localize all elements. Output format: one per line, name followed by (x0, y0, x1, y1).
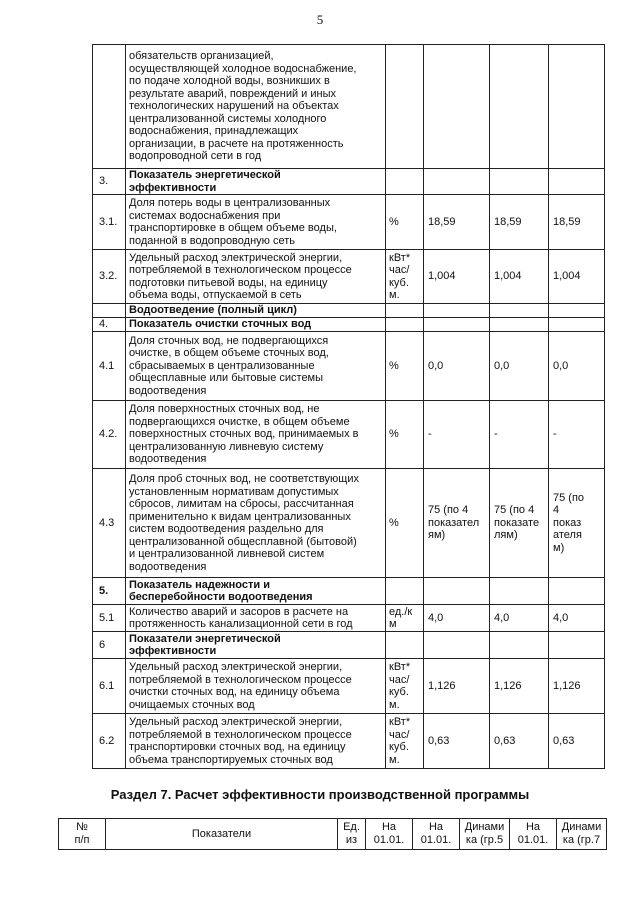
row-number: 4.2. (93, 401, 126, 469)
table-row (93, 195, 605, 250)
row-number: 6 (93, 632, 126, 659)
row-unit: ед./к м (386, 605, 424, 632)
row-unit: кВт* час/ куб. м. (386, 714, 424, 769)
row-name: обязательств организацией, осуществляющей холодное водоснабжение, по подаче холодной воды, возникших в результате аварий, повреждений и иных технологических нарушений на объектах централизованной системы холодного водоснабжения, принадлежащих организации, в расчете на протяженность водопроводной сети в год (126, 45, 386, 169)
row-number: 5. (93, 578, 126, 605)
table-row (93, 605, 605, 632)
row-value: 4,0 (424, 605, 490, 632)
row-number: 4. (93, 318, 126, 332)
section-heading: Водоотведение (полный цикл) (126, 304, 386, 318)
row-name: Доля сточных вод, не подвергающихся очистке, в общем объеме сточных вод, сбрасываемых в централизованные общесплавные или бытовые системы водоотведения (126, 332, 386, 401)
table-row (93, 332, 605, 401)
row-value: 75 (по 4 показател ям) (424, 469, 490, 578)
row-name: Удельный расход электрической энергии, потребляемой в технологическом процессе очистки сточных вод, на единицу объема очищаемых сточных вод (126, 659, 386, 714)
col-header: На 01.01. (510, 819, 557, 850)
col-header: На 01.01. (366, 819, 413, 850)
row-unit: кВт* час/ куб. м. (386, 250, 424, 304)
row-value: - (549, 401, 605, 469)
table-row (93, 304, 605, 318)
row-name: Удельный расход электрической энергии, потребляемой в технологическом процессе транспортировки сточных вод, на единицу объема транспортируемых сточных вод (126, 714, 386, 769)
row-value: 4,0 (490, 605, 549, 632)
col-header-unit: Ед. из (338, 819, 366, 850)
row-unit: % (386, 332, 424, 401)
row-number: 3.2. (93, 250, 126, 304)
row-name: Количество аварий и засоров в расчете на протяженность канализационной сети в год (126, 605, 386, 632)
table-row (93, 45, 605, 169)
page-number: 5 (316, 12, 324, 27)
row-value: 1,126 (490, 659, 549, 714)
table-header-row (59, 819, 607, 850)
row-value: 1,126 (424, 659, 490, 714)
row-value: 75 (по 4 показате лям) (490, 469, 549, 578)
row-name: Показатель надежности и бесперебойности водоотведения (126, 578, 386, 605)
table-row (93, 659, 605, 714)
row-name: Показатели энергетической эффективности (126, 632, 386, 659)
efficiency-table (58, 818, 607, 850)
row-number: 5.1 (93, 605, 126, 632)
table-row (93, 632, 605, 659)
row-name: Удельный расход электрической энергии, потребляемой в технологическом процессе подготовки питьевой воды, на единицу объема воды, отпускаемой в сеть (126, 250, 386, 304)
row-unit: % (386, 401, 424, 469)
indicators-table (92, 44, 605, 769)
row-value: 0,0 (549, 332, 605, 401)
row-value: 1,004 (424, 250, 490, 304)
row-number: 4.1 (93, 332, 126, 401)
row-name: Доля потерь воды в централизованных системах водоснабжения при транспортировке в общем объеме воды, поданной в водопроводную сеть (126, 195, 386, 250)
row-name: Показатель энергетической эффективности (126, 169, 386, 195)
table-row (93, 318, 605, 332)
row-number: 6.1 (93, 659, 126, 714)
row-value: 18,59 (490, 195, 549, 250)
row-unit: % (386, 469, 424, 578)
table-row (93, 469, 605, 578)
row-value: 18,59 (424, 195, 490, 250)
row-number (93, 45, 126, 169)
row-value: 18,59 (549, 195, 605, 250)
row-number: 3. (93, 169, 126, 195)
row-unit: кВт* час/ куб. м. (386, 659, 424, 714)
row-value: 1,126 (549, 659, 605, 714)
table-row (93, 250, 605, 304)
col-header: Динами ка (гр.7 (557, 819, 607, 850)
col-header: Динами ка (гр.5 (460, 819, 510, 850)
row-number: 4.3 (93, 469, 126, 578)
row-value: 0,0 (424, 332, 490, 401)
row-value: - (424, 401, 490, 469)
row-value: 0,0 (490, 332, 549, 401)
row-name: Доля поверхностных сточных вод, не подвергающихся очистке, в общем объеме поверхностных сточных вод, принимаемых в централизованную ливневую систему водоотведения (126, 401, 386, 469)
table-row (93, 401, 605, 469)
row-number: 6.2 (93, 714, 126, 769)
table-row (93, 714, 605, 769)
section-title: Раздел 7. Расчет эффективности производственной программы (110, 787, 530, 802)
row-name: Показатель очистки сточных вод (126, 318, 386, 332)
row-value: 1,004 (490, 250, 549, 304)
col-header-name: Показатели (106, 819, 338, 850)
col-header: На 01.01. (413, 819, 460, 850)
table-row (93, 578, 605, 605)
row-value: 0,63 (490, 714, 549, 769)
table-row (93, 169, 605, 195)
col-header-num: № п/п (59, 819, 106, 850)
row-value: 0,63 (549, 714, 605, 769)
row-name: Доля проб сточных вод, не соответствующих установленным нормативам допустимых сбросов, лимитам на сбросы, рассчитанная применительно к видам централизованных систем водоотведения раздельно для централизованной общесплавной (бытовой) и централизованной ливневой систем водоотведения (126, 469, 386, 578)
row-value: 4,0 (549, 605, 605, 632)
row-value: 75 (по 4 показ ателя м) (549, 469, 605, 578)
row-value: 1,004 (549, 250, 605, 304)
row-number: 3.1. (93, 195, 126, 250)
row-value: - (490, 401, 549, 469)
row-value: 0,63 (424, 714, 490, 769)
row-unit: % (386, 195, 424, 250)
